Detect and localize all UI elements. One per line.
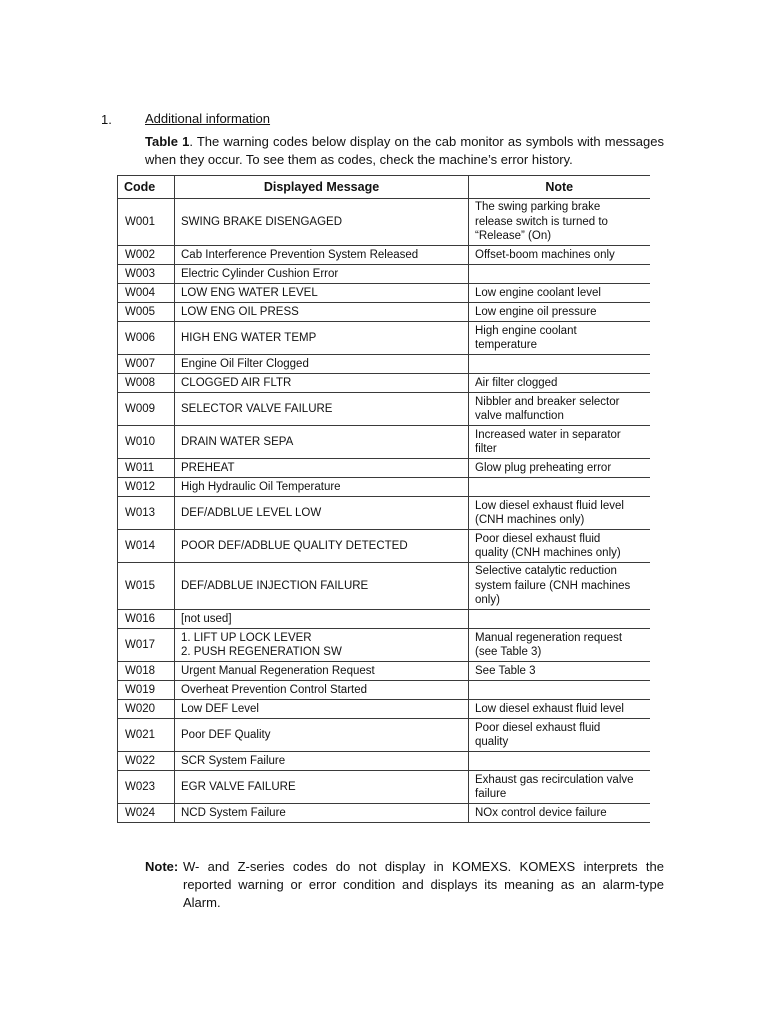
note-line: valve malfunction: [475, 410, 564, 422]
message-cell: [175, 719, 469, 752]
note-cell: [469, 530, 650, 563]
note-line: Low engine oil pressure: [475, 305, 597, 318]
message-cell: [175, 459, 469, 478]
table-header-row: [118, 176, 650, 199]
table-body: [118, 199, 650, 823]
table-row: [118, 265, 650, 284]
note-line: (see Table 3): [475, 646, 542, 658]
message-line: Overheat Prevention Control Started: [181, 683, 368, 696]
header-code: Code: [118, 176, 175, 199]
note-label: Note:: [145, 859, 179, 874]
note-cell: [469, 459, 650, 478]
message-cell: [175, 530, 469, 563]
note-line: only): [475, 594, 500, 607]
message-cell: [175, 426, 469, 459]
table-row: [118, 563, 650, 610]
note-cell: [469, 681, 650, 700]
code-cell: W017: [118, 629, 175, 662]
warning-codes-table: [117, 175, 650, 823]
message-line: LOW ENG WATER LEVEL: [181, 286, 318, 299]
table-row: [118, 199, 650, 246]
note-line: Manual regeneration request: [475, 631, 623, 644]
message-line: DEF/ADBLUE LEVEL LOW: [181, 506, 322, 519]
message-line: EGR VALVE FAILURE: [181, 780, 296, 793]
message-cell: [175, 497, 469, 530]
code-cell: W008: [118, 374, 175, 393]
code-cell: W006: [118, 322, 175, 355]
note-cell: [469, 478, 650, 497]
code-cell: W015: [118, 563, 175, 610]
table-row: [118, 719, 650, 752]
note-cell: [469, 322, 650, 355]
note-line: NOx control device failure: [475, 806, 607, 819]
message-cell: [175, 246, 469, 265]
code-cell: W019: [118, 681, 175, 700]
note-line: Poor diesel exhaust fluid: [475, 532, 601, 545]
message-line: High Hydraulic Oil Temperature: [181, 480, 341, 493]
note-line: Poor diesel exhaust fluid: [475, 721, 601, 734]
message-line: POOR DEF/ADBLUE QUALITY DETECTED: [181, 539, 408, 552]
note-line: Offset-boom machines only: [475, 248, 615, 261]
message-cell: [175, 393, 469, 426]
table-row: [118, 804, 650, 823]
note-line: The swing parking brake: [475, 201, 601, 214]
code-cell: W010: [118, 426, 175, 459]
message-cell: [175, 662, 469, 681]
note-line: Increased water in separator: [475, 428, 621, 441]
message-cell: [175, 265, 469, 284]
table-row: [118, 681, 650, 700]
section-heading: Additional information: [145, 111, 271, 126]
message-cell: [175, 804, 469, 823]
message-line: SCR System Failure: [181, 754, 286, 767]
note-cell: [469, 771, 650, 804]
header-displayed-message: Displayed Message: [175, 176, 469, 199]
message-line: Electric Cylinder Cushion Error: [181, 267, 339, 280]
note-line: “Release” (On): [475, 230, 552, 243]
note-cell: [469, 497, 650, 530]
code-cell: W013: [118, 497, 175, 530]
note-line: release switch is turned to: [475, 215, 608, 228]
table-row: [118, 284, 650, 303]
section-number: 1.: [101, 112, 112, 127]
note-cell: [469, 246, 650, 265]
note-cell: [469, 355, 650, 374]
table-row: [118, 393, 650, 426]
table-row: [118, 497, 650, 530]
code-cell: W011: [118, 459, 175, 478]
note-line: Air filter clogged: [475, 376, 558, 389]
message-line: NCD System Failure: [181, 806, 286, 819]
note-cell: [469, 374, 650, 393]
code-cell: W023: [118, 771, 175, 804]
table-row: [118, 752, 650, 771]
note-line: Low engine coolant level: [475, 286, 601, 299]
message-cell: [175, 355, 469, 374]
code-cell: W024: [118, 804, 175, 823]
code-cell: W002: [118, 246, 175, 265]
intro-paragraph: [145, 133, 664, 169]
table-row: [118, 355, 650, 374]
intro-text: . The warning codes below display on the cab monitor as symbols with messages when they occur. To see them as codes, check the machine’s error history.: [145, 134, 664, 167]
message-line: Engine Oil Filter Clogged: [181, 357, 309, 370]
note-line: system failure (CNH machines: [475, 579, 631, 592]
message-line: 2. PUSH REGENERATION SW: [181, 646, 342, 658]
note-block: [145, 858, 664, 912]
message-line: [not used]: [181, 612, 232, 625]
table-row: [118, 610, 650, 629]
message-line: Urgent Manual Regeneration Request: [181, 664, 375, 677]
message-line: Low DEF Level: [181, 702, 259, 715]
table-row: [118, 530, 650, 563]
message-cell: [175, 771, 469, 804]
header-note: Note: [469, 176, 650, 199]
message-cell: [175, 303, 469, 322]
message-cell: [175, 610, 469, 629]
intro-table-label: Table 1: [145, 134, 190, 149]
message-line: LOW ENG OIL PRESS: [181, 305, 299, 318]
note-line: Glow plug preheating error: [475, 461, 612, 474]
code-cell: W022: [118, 752, 175, 771]
message-cell: [175, 629, 469, 662]
table-row: [118, 478, 650, 497]
table-row: [118, 662, 650, 681]
note-line: temperature: [475, 339, 538, 351]
message-cell: [175, 284, 469, 303]
message-cell: [175, 681, 469, 700]
table-row: [118, 459, 650, 478]
note-cell: [469, 610, 650, 629]
code-cell: W020: [118, 700, 175, 719]
note-line: (CNH machines only): [475, 514, 585, 526]
note-line: See Table 3: [475, 664, 536, 677]
code-cell: W014: [118, 530, 175, 563]
message-line: DRAIN WATER SEPA: [181, 435, 294, 448]
message-cell: [175, 478, 469, 497]
code-cell: W021: [118, 719, 175, 752]
note-cell: [469, 265, 650, 284]
note-cell: [469, 752, 650, 771]
code-cell: W005: [118, 303, 175, 322]
message-cell: [175, 700, 469, 719]
note-line: Low diesel exhaust fluid level: [475, 499, 624, 512]
code-cell: W016: [118, 610, 175, 629]
note-line: quality (CNH machines only): [475, 547, 621, 559]
message-line: CLOGGED AIR FLTR: [181, 376, 292, 389]
code-cell: W007: [118, 355, 175, 374]
note-line: failure: [475, 788, 507, 800]
code-cell: W003: [118, 265, 175, 284]
table-row: [118, 374, 650, 393]
note-cell: [469, 284, 650, 303]
table-row: [118, 246, 650, 265]
table-row: [118, 322, 650, 355]
note-cell: [469, 303, 650, 322]
message-cell: [175, 374, 469, 393]
message-line: Poor DEF Quality: [181, 728, 271, 741]
note-cell: [469, 719, 650, 752]
note-cell: [469, 426, 650, 459]
code-cell: W018: [118, 662, 175, 681]
code-cell: W012: [118, 478, 175, 497]
code-cell: W004: [118, 284, 175, 303]
table-row: [118, 426, 650, 459]
note-cell: [469, 700, 650, 719]
note-cell: [469, 563, 650, 610]
table-row: [118, 771, 650, 804]
code-cell: W009: [118, 393, 175, 426]
note-cell: [469, 629, 650, 662]
table-row: [118, 303, 650, 322]
note-cell: [469, 804, 650, 823]
note-line: Nibbler and breaker selector: [475, 395, 620, 408]
note-cell: [469, 662, 650, 681]
message-cell: [175, 322, 469, 355]
message-line: PREHEAT: [181, 461, 235, 474]
message-cell: [175, 199, 469, 246]
message-cell: [175, 563, 469, 610]
note-line: quality: [475, 736, 509, 748]
table-row: [118, 700, 650, 719]
message-line: HIGH ENG WATER TEMP: [181, 331, 317, 344]
message-cell: [175, 752, 469, 771]
note-cell: [469, 199, 650, 246]
note-line: Low diesel exhaust fluid level: [475, 702, 624, 715]
message-line: Cab Interference Prevention System Released: [181, 248, 419, 261]
message-line: DEF/ADBLUE INJECTION FAILURE: [181, 579, 369, 592]
note-line: High engine coolant: [475, 324, 577, 337]
note-line: Selective catalytic reduction: [475, 565, 617, 578]
note-cell: [469, 393, 650, 426]
message-line: 1. LIFT UP LOCK LEVER: [181, 631, 312, 644]
note-text: W- and Z-series codes do not display in KOMEXS. KOMEXS interprets the reported warning or error condition and displays its meaning as an alarm-type Alarm.: [183, 859, 664, 910]
code-cell: W001: [118, 199, 175, 246]
note-line: Exhaust gas recirculation valve: [475, 773, 634, 786]
table-row: [118, 629, 650, 662]
message-line: SWING BRAKE DISENGAGED: [181, 215, 343, 228]
message-line: SELECTOR VALVE FAILURE: [181, 402, 333, 415]
note-line: filter: [475, 443, 497, 455]
